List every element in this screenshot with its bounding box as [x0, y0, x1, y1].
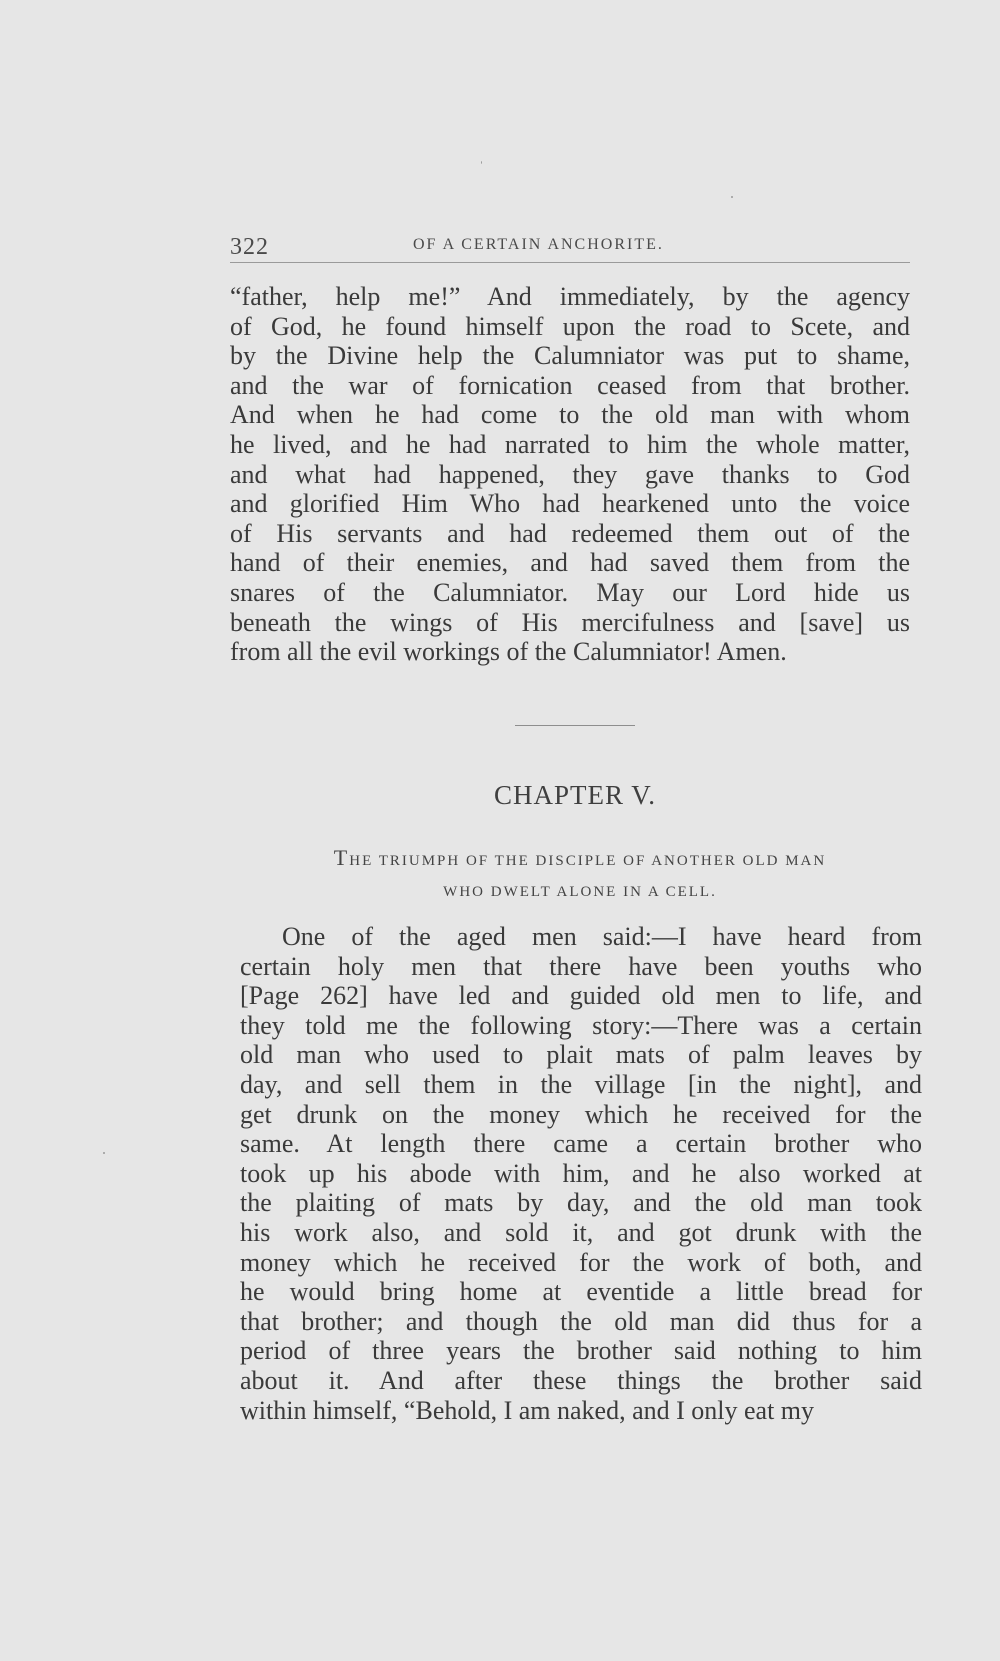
subtitle-line-rest: HE TRIUMPH OF THE DISCIPLE OF ANOTHER OLD MAN [349, 853, 827, 869]
section-divider [515, 725, 635, 726]
subtitle-line: WHO DWELT ALONE IN A CELL. [443, 884, 717, 900]
paragraph-continuation [230, 282, 910, 667]
subtitle-initial: T [333, 845, 350, 870]
text-line: they told me the following story:—There was a certain [240, 1010, 922, 1040]
text-line: of God, he found himself upon the road to Scete, and [230, 311, 910, 341]
text-line: day, and sell them in the village [in the night], and [240, 1069, 922, 1099]
text-line: And when he had come to the old man with whom [230, 400, 910, 430]
text-line: One of the aged men said:—I have heard from [282, 922, 922, 951]
text-line: he lived, and he had narrated to him the whole matter, [230, 429, 910, 459]
running-title: OF A CERTAIN ANCHORITE. [413, 236, 664, 253]
text-line: period of three years the brother said nothing to him [240, 1336, 922, 1366]
text-line: and what had happened, they gave thanks to God [230, 459, 910, 489]
text-line: took up his abode with him, and he also worked at [240, 1158, 922, 1188]
paper-speck [731, 196, 733, 198]
text-line: hand of their enemies, and had saved them from the [230, 548, 910, 578]
text-line: that brother; and though the old man did thus for a [240, 1306, 922, 1336]
paper-speck [481, 161, 482, 164]
chapter-subtitle [240, 842, 920, 908]
text-line: and the war of fornication ceased from that brother. [230, 370, 910, 400]
text-line: old man who used to plait mats of palm leaves by [240, 1040, 922, 1070]
text-line: the plaiting of mats by day, and the old man took [240, 1188, 922, 1218]
text-line: his work also, and sold it, and got drunk with the [240, 1217, 922, 1247]
text-line: from all the evil workings of the Calumniator! Amen. [230, 637, 787, 667]
text-line: and glorified Him Who had hearkened unto the voice [230, 489, 910, 519]
chapter-paragraph [240, 922, 922, 1425]
text-line: same. At length there came a certain brother who [240, 1129, 922, 1159]
subtitle-line [240, 842, 920, 877]
text-line: about it. And after these things the brother said [240, 1365, 922, 1395]
page-header [230, 228, 910, 263]
text-line: beneath the wings of His mercifulness and [save] us [230, 607, 910, 637]
text-line: “father, help me!” And immediately, by the agency [230, 282, 910, 311]
text-line: get drunk on the money which he received for the [240, 1099, 922, 1129]
text-line: within himself, “Behold, I am naked, and I only eat my [240, 1395, 815, 1425]
text-line: of His servants and had redeemed them out of the [230, 518, 910, 548]
page-number: 322 [230, 234, 269, 260]
text-line: he would bring home at eventide a little bread for [240, 1277, 922, 1307]
text-line: by the Divine help the Calumniator was put to shame, [230, 341, 910, 371]
text-line: certain holy men that there have been youths who [240, 951, 922, 981]
chapter-title: CHAPTER V. [493, 780, 657, 810]
text-line: money which he received for the work of both, and [240, 1247, 922, 1277]
text-line: snares of the Calumniator. May our Lord hide us [230, 577, 910, 607]
paper-speck [103, 1152, 105, 1154]
text-line: [Page 262] have led and guided old men to life, and [240, 981, 922, 1011]
